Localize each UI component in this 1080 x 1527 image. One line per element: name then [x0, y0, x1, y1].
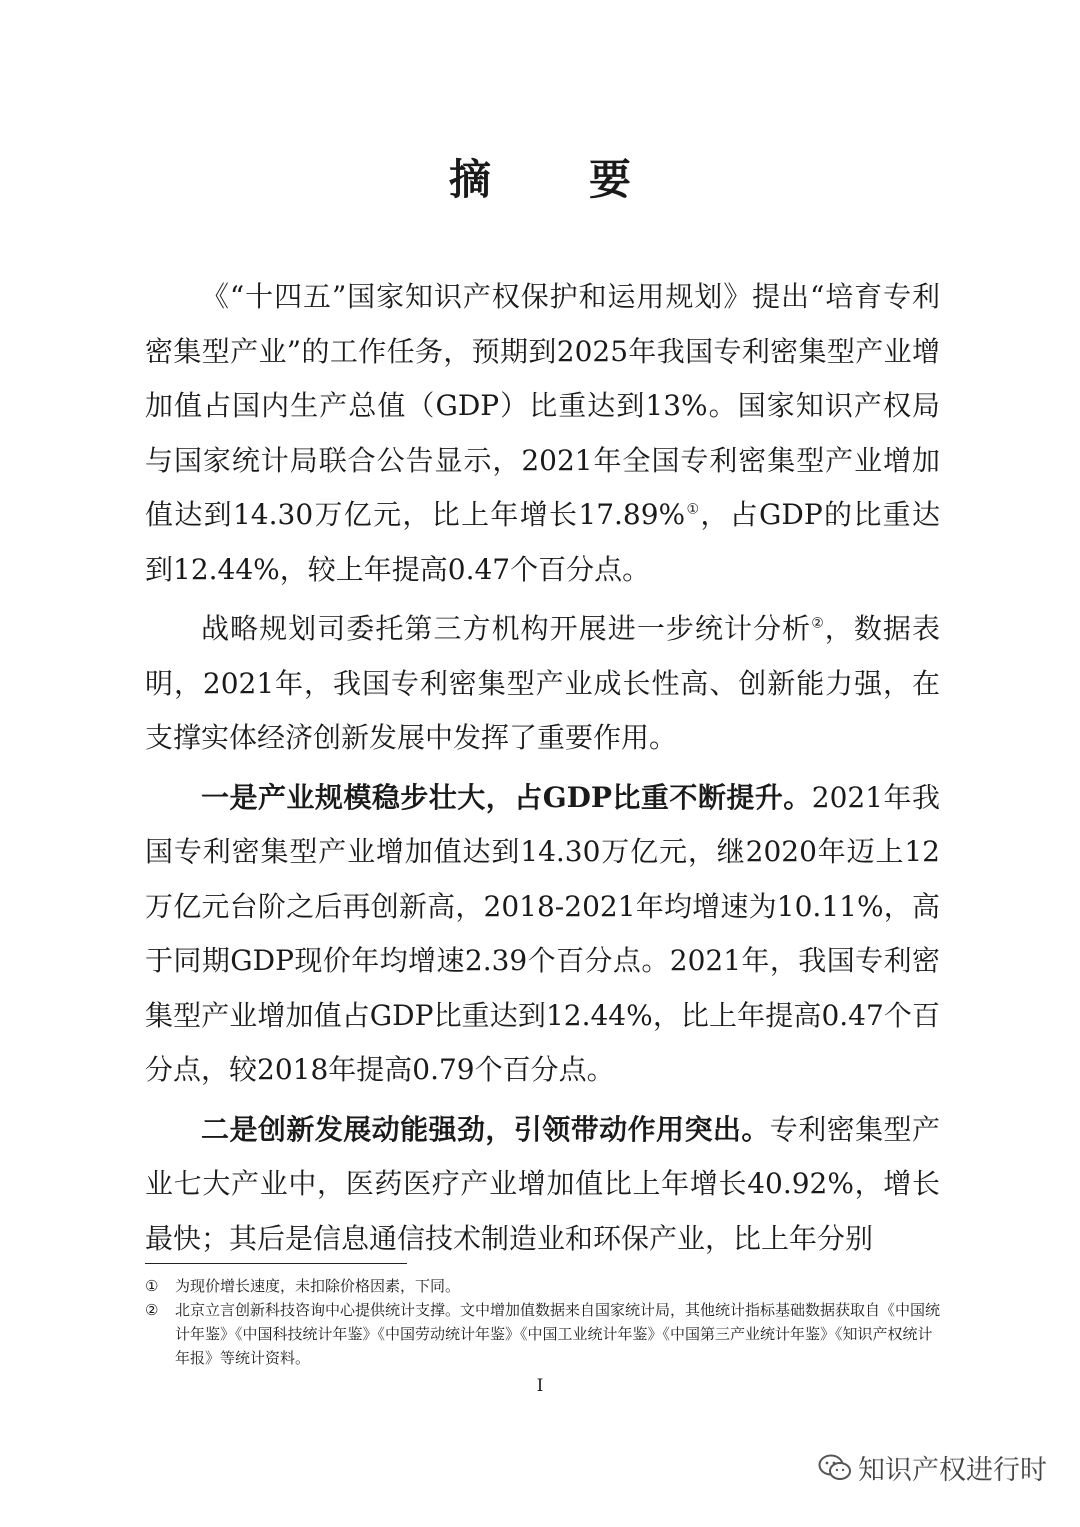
watermark — [818, 1448, 1047, 1487]
page-number: I — [536, 1376, 544, 1396]
paragraph-3-text: 2021年我国专利密集型产业增加值达到14.30万亿元，继2020年迈上12万亿元台阶之后再创新高，2018-2021年均增速为10.11%，高于同期GDP现价年均增速2.39个百分点。2021年，我国专利密集型产业增加值占GDP比重达到12.44%，比上年提高0.47个百分点，较2018年提高0.79个百分点。 — [145, 780, 940, 1086]
paragraph-1 — [145, 270, 940, 597]
footnote-divider — [145, 1263, 407, 1264]
page-title: 摘 要 — [448, 155, 659, 204]
footnote-1-text: 为现价增长速度，未扣除价格因素，下同。 — [175, 1277, 461, 1295]
document-body — [145, 270, 940, 1271]
wechat-icon — [818, 1454, 852, 1482]
paragraph-2-text-a: 战略规划司委托第三方机构开展进一步统计分析 — [201, 612, 812, 645]
paragraph-4-lead: 二是创新发展动能强劲，引领带动作用突出。 — [201, 1112, 770, 1146]
paragraph-2 — [145, 602, 940, 766]
paragraph-3-lead: 一是产业规模稳步壮大，占GDP比重不断提升。 — [201, 780, 812, 814]
paragraph-1-text-a: 《“十四五”国家知识产权保护和运用规划》提出“培育专利密集型产业”的工作任务，预期到2025年我国专利密集型产业增加值占国内生产总值（GDP）比重达到13%。国家知识产权局与国家统计局联合公告显示，2021年全国专利密集型产业增加值达到14.30万亿元，比上年增长17.89% — [145, 280, 940, 531]
footnotes — [145, 1274, 940, 1370]
paragraph-4 — [145, 1103, 940, 1267]
footnote-2 — [145, 1298, 940, 1370]
footnote-ref-1: ① — [685, 501, 701, 518]
watermark-text: 知识产权进行时 — [858, 1455, 1047, 1486]
footnote-2-mark: ② — [145, 1301, 159, 1319]
paragraph-4-text: 专利密集型产业七大产业中，医药医疗产业增加值比上年增长40.92%，增长最快；其后是信息通信技术制造业和环保产业，比上年分别 — [145, 1112, 940, 1255]
footnote-1 — [145, 1274, 940, 1298]
footnote-1-mark: ① — [145, 1277, 159, 1295]
paragraph-2-text-b: ，数据表明，2021年，我国专利密集型产业成长性高、创新能力强，在支撑实体经济创新发展中发挥了重要作用。 — [145, 612, 940, 754]
paragraph-3 — [145, 771, 940, 1098]
footnote-2-text: 北京立言创新科技咨询中心提供统计支撑。文中增加值数据来自国家统计局，其他统计指标基础数据获取自《中国统计年鉴》《中国科技统计年鉴》《中国劳动统计年鉴》《中国工业统计年鉴》《中国第三产业统计年鉴》《知识产权统计年报》等统计资料。 — [175, 1301, 941, 1367]
footnote-ref-2: ② — [811, 615, 825, 632]
paragraph-1-text-b: ，占GDP的比重达到12.44%，较上年提高0.47个百分点。 — [145, 498, 940, 586]
